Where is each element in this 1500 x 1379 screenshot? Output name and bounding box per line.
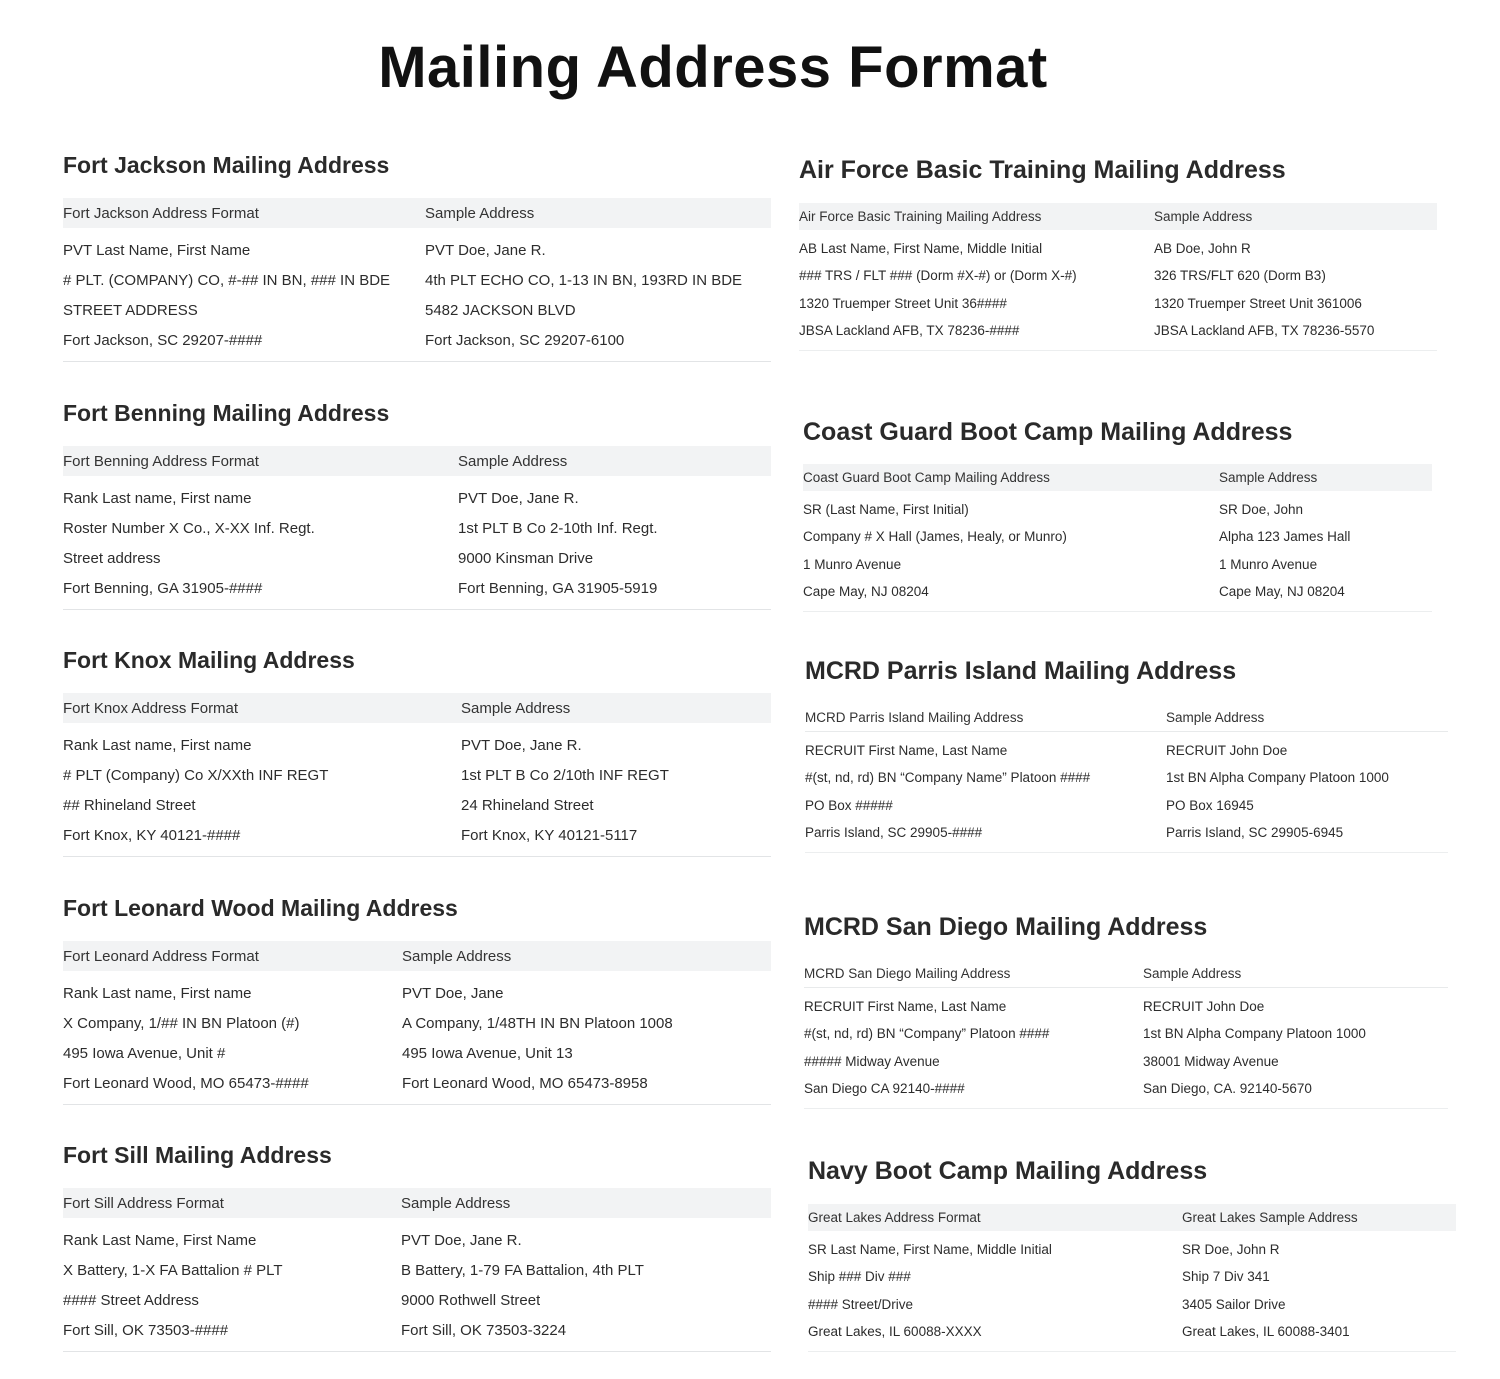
address-table: [804, 960, 1448, 1109]
sample-cell: 326 TRS/FLT 620 (Dorm B3): [1154, 268, 1326, 284]
section-title: Fort Leonard Wood Mailing Address: [63, 895, 458, 921]
format-cell: X Battery, 1-X FA Battalion # PLT: [63, 1261, 283, 1279]
format-cell: PO Box #####: [805, 797, 893, 813]
header-format: MCRD Parris Island Mailing Address: [805, 710, 1024, 725]
section-title: Fort Sill Mailing Address: [63, 1142, 332, 1168]
header-format: Fort Knox Address Format: [63, 699, 239, 717]
section-title: Fort Benning Mailing Address: [63, 400, 390, 426]
format-cell: Street address: [63, 549, 161, 567]
header-format: Fort Leonard Address Format: [63, 947, 259, 965]
format-cell: # PLT. (COMPANY) CO, #-## IN BN, ### IN BDE: [63, 271, 391, 289]
format-cell: ### TRS / FLT ### (Dorm #X-#) or (Dorm X-#): [799, 268, 1077, 284]
sample-cell: SR Doe, John: [1219, 502, 1304, 518]
table-header: [805, 704, 1448, 732]
header-format: Coast Guard Boot Camp Mailing Address: [803, 470, 1050, 485]
section-title: Fort Jackson Mailing Address: [63, 152, 390, 178]
header-format: Great Lakes Address Format: [808, 1210, 981, 1225]
section-coast-guard: [803, 418, 1432, 618]
table-row: [63, 820, 771, 850]
format-cell: Great Lakes, IL 60088-XXXX: [808, 1324, 982, 1340]
table-row: [799, 262, 1437, 289]
format-cell: SR (Last Name, First Initial): [803, 502, 969, 518]
sample-cell: Parris Island, SC 29905-6945: [1166, 825, 1344, 841]
format-cell: ## Rhineland Street: [63, 796, 196, 814]
address-table: [63, 941, 771, 1105]
table-row: [63, 1255, 771, 1285]
table-row: [805, 764, 1448, 791]
sample-cell: PVT Doe, Jane R.: [458, 489, 579, 507]
format-cell: 1 Munro Avenue: [803, 556, 902, 572]
format-cell: PVT Last Name, First Name: [63, 241, 251, 259]
table-row: [808, 1291, 1456, 1318]
section-air-force: [799, 156, 1437, 356]
address-table: [63, 693, 771, 857]
format-cell: Fort Benning, GA 31905-####: [63, 579, 263, 597]
table-row: [63, 235, 771, 265]
sample-cell: SR Doe, John R: [1182, 1242, 1280, 1258]
table-row: [63, 760, 771, 790]
format-cell: 1320 Truemper Street Unit 36####: [799, 295, 1007, 311]
sample-cell: PVT Doe, Jane R.: [425, 241, 546, 259]
format-cell: Company # X Hall (James, Healy, or Munro): [803, 529, 1067, 545]
table-row: [804, 1075, 1448, 1102]
section-title: Coast Guard Boot Camp Mailing Address: [803, 418, 1293, 446]
header-sample: Sample Address: [1154, 209, 1253, 224]
table-row: [808, 1236, 1456, 1263]
format-cell: #### Street/Drive: [808, 1296, 914, 1312]
sample-cell: 1320 Truemper Street Unit 361006: [1154, 295, 1362, 311]
table-row: [803, 523, 1432, 550]
section-mcrd-san-diego: [804, 913, 1448, 1113]
section-fort-knox: [63, 647, 771, 862]
table-row: [804, 1048, 1448, 1075]
format-cell: Rank Last name, First name: [63, 736, 252, 754]
format-cell: Fort Jackson, SC 29207-####: [63, 331, 263, 349]
header-sample: Sample Address: [461, 699, 571, 717]
format-cell: RECRUIT First Name, Last Name: [805, 743, 1008, 759]
header-format: Fort Benning Address Format: [63, 452, 259, 470]
table-row: [63, 265, 771, 295]
format-cell: AB Last Name, First Name, Middle Initial: [799, 241, 1043, 257]
table-row: [805, 792, 1448, 819]
sample-cell: Cape May, NJ 08204: [1219, 584, 1345, 600]
section-title: Navy Boot Camp Mailing Address: [808, 1157, 1208, 1185]
table-header: [63, 1188, 771, 1218]
table-row: [805, 737, 1448, 764]
address-table: [805, 704, 1448, 853]
sample-cell: Fort Sill, OK 73503-3224: [401, 1321, 567, 1339]
sample-cell: San Diego, CA. 92140-5670: [1143, 1081, 1312, 1097]
sample-cell: 24 Rhineland Street: [461, 796, 594, 814]
table-row: [799, 235, 1437, 262]
table-header: [803, 464, 1432, 491]
table-row: [63, 978, 771, 1008]
table-row: [63, 790, 771, 820]
sample-cell: 1st BN Alpha Company Platoon 1000: [1166, 770, 1389, 786]
table-row: [63, 1068, 771, 1098]
table-row: [808, 1263, 1456, 1290]
header-sample: Sample Address: [1166, 710, 1265, 725]
sample-cell: 5482 JACKSON BLVD: [425, 301, 576, 319]
format-cell: Fort Sill, OK 73503-####: [63, 1321, 229, 1339]
format-cell: # PLT (Company) Co X/XXth INF REGT: [63, 766, 329, 784]
table-row: [804, 993, 1448, 1020]
sample-cell: Fort Jackson, SC 29207-6100: [425, 331, 625, 349]
format-cell: Rank Last name, First name: [63, 984, 252, 1002]
table-row: [803, 578, 1432, 605]
format-cell: Ship ### Div ###: [808, 1269, 911, 1285]
header-sample: Sample Address: [1143, 966, 1242, 981]
table-header: [63, 446, 771, 476]
sample-cell: 9000 Kinsman Drive: [458, 549, 594, 567]
sample-cell: 1st BN Alpha Company Platoon 1000: [1143, 1026, 1366, 1042]
table-header: [63, 693, 771, 723]
address-table: [799, 203, 1437, 351]
sample-cell: 1st PLT B Co 2/10th INF REGT: [461, 766, 669, 784]
format-cell: Rank Last name, First name: [63, 489, 252, 507]
sample-cell: 9000 Rothwell Street: [401, 1291, 541, 1309]
table-row: [804, 1020, 1448, 1047]
format-cell: Cape May, NJ 08204: [803, 584, 929, 600]
address-table: [63, 198, 771, 362]
header-sample: Sample Address: [1219, 470, 1318, 485]
format-cell: Roster Number X Co., X-XX Inf. Regt.: [63, 519, 315, 537]
table-header: [804, 960, 1448, 988]
format-cell: Parris Island, SC 29905-####: [805, 825, 983, 841]
table-row: [63, 730, 771, 760]
header-sample: Sample Address: [402, 947, 512, 965]
table-row: [799, 317, 1437, 344]
format-cell: 495 Iowa Avenue, Unit #: [63, 1044, 226, 1062]
table-row: [803, 551, 1432, 578]
sample-cell: Fort Benning, GA 31905-5919: [458, 579, 658, 597]
section-title: MCRD Parris Island Mailing Address: [805, 657, 1237, 685]
table-row: [63, 1225, 771, 1255]
sample-cell: PVT Doe, Jane R.: [461, 736, 582, 754]
address-table: [63, 446, 771, 610]
section-title: Fort Knox Mailing Address: [63, 647, 355, 673]
header-format: MCRD San Diego Mailing Address: [804, 966, 1011, 981]
table-row: [808, 1318, 1456, 1345]
table-row: [63, 543, 771, 573]
format-cell: ##### Midway Avenue: [804, 1053, 940, 1069]
table-row: [63, 325, 771, 355]
header-sample: Sample Address: [401, 1194, 511, 1212]
sample-cell: 3405 Sailor Drive: [1182, 1296, 1286, 1312]
sample-cell: A Company, 1/48TH IN BN Platoon 1008: [402, 1014, 673, 1032]
page-title: Mailing Address Format: [378, 35, 1048, 100]
table-header: [63, 941, 771, 971]
table-row: [63, 1285, 771, 1315]
table-row: [63, 483, 771, 513]
format-cell: JBSA Lackland AFB, TX 78236-####: [799, 323, 1020, 339]
sample-cell: PVT Doe, Jane R.: [401, 1231, 522, 1249]
format-cell: RECRUIT First Name, Last Name: [804, 999, 1007, 1015]
sample-cell: 1st PLT B Co 2-10th Inf. Regt.: [458, 519, 658, 537]
sample-cell: PO Box 16945: [1166, 797, 1254, 813]
header-sample: Sample Address: [458, 452, 568, 470]
section-fort-benning: [63, 400, 771, 615]
sample-cell: JBSA Lackland AFB, TX 78236-5570: [1154, 323, 1375, 339]
table-header: [799, 203, 1437, 230]
section-mcrd-parris-island: [805, 657, 1448, 857]
sample-cell: B Battery, 1-79 FA Battalion, 4th PLT: [401, 1261, 644, 1279]
sample-cell: Alpha 123 James Hall: [1219, 529, 1351, 545]
section-fort-jackson: [63, 152, 771, 367]
format-cell: #(st, nd, rd) BN “Company Name” Platoon ####: [805, 770, 1091, 786]
table-row: [63, 1008, 771, 1038]
sample-cell: 1 Munro Avenue: [1219, 556, 1318, 572]
format-cell: X Company, 1/## IN BN Platoon (#): [63, 1014, 300, 1032]
address-table: [63, 1188, 771, 1352]
format-cell: SR Last Name, First Name, Middle Initial: [808, 1242, 1052, 1258]
table-row: [799, 290, 1437, 317]
sample-cell: Fort Leonard Wood, MO 65473-8958: [402, 1074, 648, 1092]
table-row: [805, 819, 1448, 846]
format-cell: #### Street Address: [63, 1291, 199, 1309]
sample-cell: RECRUIT John Doe: [1143, 999, 1265, 1015]
table-header: [808, 1204, 1456, 1231]
address-table: [808, 1204, 1456, 1352]
sample-cell: Great Lakes, IL 60088-3401: [1182, 1324, 1350, 1340]
table-row: [63, 513, 771, 543]
sample-cell: 38001 Midway Avenue: [1143, 1053, 1279, 1069]
section-title: MCRD San Diego Mailing Address: [804, 913, 1208, 941]
table-row: [63, 573, 771, 603]
sample-cell: Fort Knox, KY 40121-5117: [461, 826, 638, 844]
sample-cell: PVT Doe, Jane: [402, 984, 504, 1002]
table-row: [63, 1315, 771, 1345]
sample-cell: 495 Iowa Avenue, Unit 13: [402, 1044, 573, 1062]
format-cell: #(st, nd, rd) BN “Company” Platoon ####: [804, 1026, 1050, 1042]
sample-cell: Ship 7 Div 341: [1182, 1269, 1270, 1285]
address-table: [803, 464, 1432, 612]
header-format: Air Force Basic Training Mailing Address: [799, 209, 1042, 224]
table-row: [63, 295, 771, 325]
table-header: [63, 198, 771, 228]
format-cell: Fort Leonard Wood, MO 65473-####: [63, 1074, 309, 1092]
section-title: Air Force Basic Training Mailing Address: [799, 156, 1286, 184]
header-format: Fort Sill Address Format: [63, 1194, 224, 1212]
sample-cell: RECRUIT John Doe: [1166, 743, 1288, 759]
format-cell: STREET ADDRESS: [63, 301, 198, 319]
header-sample: Sample Address: [425, 204, 535, 222]
header-sample: Great Lakes Sample Address: [1182, 1210, 1358, 1225]
table-row: [63, 1038, 771, 1068]
sample-cell: 4th PLT ECHO CO, 1-13 IN BN, 193RD IN BDE: [425, 271, 743, 289]
section-fort-sill: [63, 1142, 771, 1357]
sample-cell: AB Doe, John R: [1154, 241, 1251, 257]
format-cell: Fort Knox, KY 40121-####: [63, 826, 241, 844]
table-row: [803, 496, 1432, 523]
format-cell: San Diego CA 92140-####: [804, 1081, 965, 1097]
header-format: Fort Jackson Address Format: [63, 204, 259, 222]
section-fort-leonard-wood: [63, 895, 771, 1110]
section-navy-boot-camp: [808, 1157, 1456, 1362]
format-cell: Rank Last Name, First Name: [63, 1231, 257, 1249]
